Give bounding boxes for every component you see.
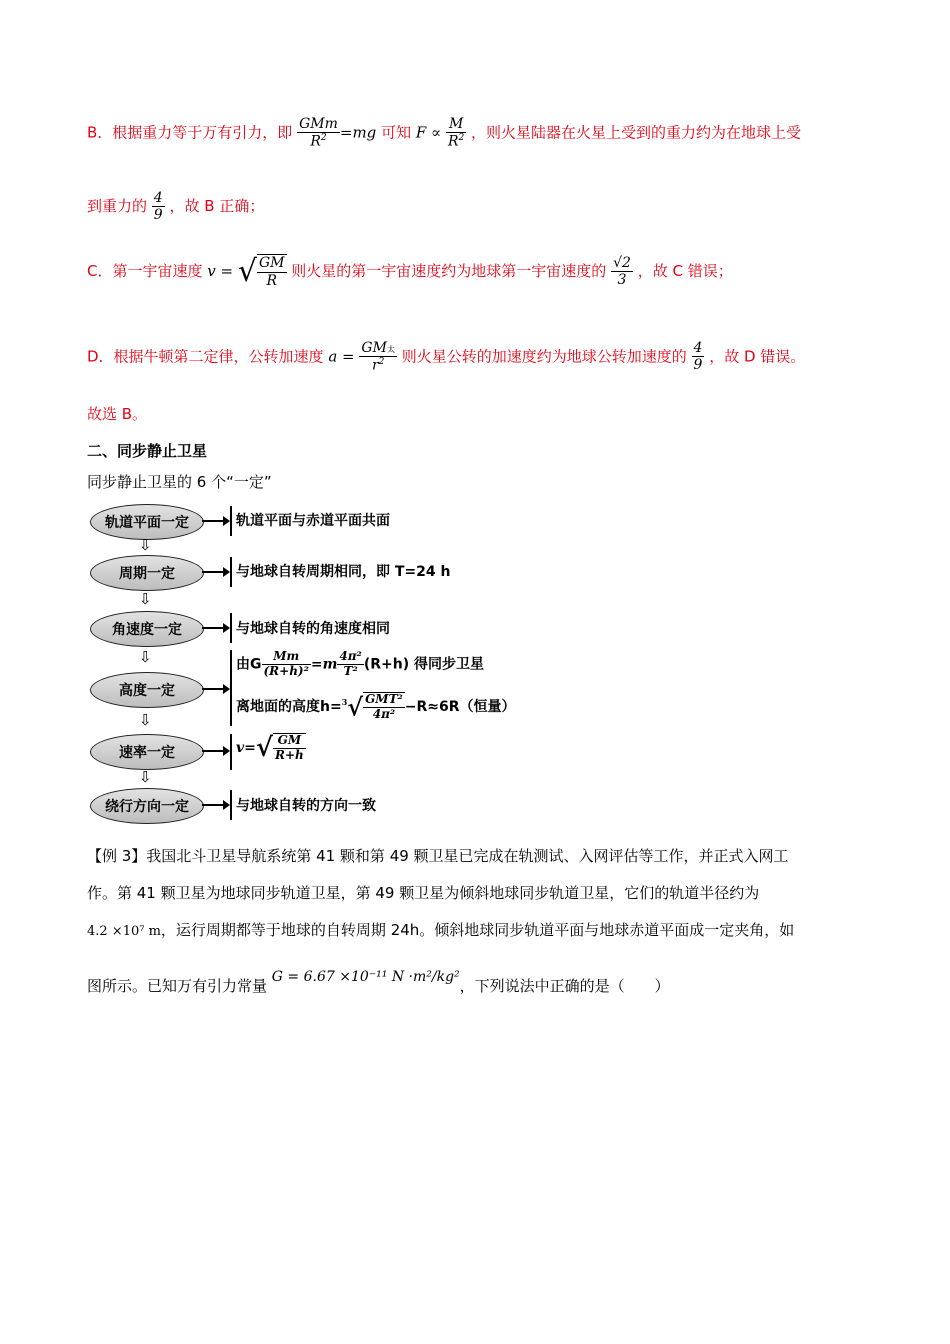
- oval-direction: 绕行方向一定: [90, 788, 204, 824]
- option-b-line2: 到重力的 $\frac{4}{9}$ ，故 B 正确；: [87, 190, 265, 224]
- oval-period: 周期一定: [90, 555, 204, 591]
- oval-height: 高度一定: [90, 672, 204, 708]
- section-title: 二、同步静止卫星: [87, 442, 208, 460]
- fraction-4-9-d: $\frac{4}{9}$: [693, 340, 703, 374]
- option-b-text: B．根据重力等于万有引力，即: [87, 123, 293, 142]
- fraction-gmm-r2: $\frac{\text{GMm}}{R^2}$: [299, 116, 338, 150]
- bracket-bar: [230, 790, 232, 820]
- equals-mg: =mg: [339, 123, 377, 142]
- desc-direction: 与地球自转的方向一致: [236, 798, 376, 814]
- desc-orbit-plane: 轨道平面与赤道平面共面: [236, 513, 390, 529]
- down-arrow-icon: ⇩: [139, 648, 152, 666]
- example-line1: 【例 3】我国北斗卫星导航系统第 41 颗和第 49 颗卫星已完成在轨测试、入网评估等工作，并正式入网工: [87, 847, 789, 865]
- down-arrow-icon: ⇩: [139, 768, 152, 786]
- bracket-bar: [230, 506, 232, 536]
- sqrt-gm-r: √ $\frac{GM}{R}$: [237, 254, 285, 289]
- arrow-right-icon: [202, 750, 224, 752]
- desc-height-line2: 离地面的高度h=$^3$√ $\frac{\text{GMT²}}{\text{4π²}}$ −R≈6R（恒量）: [236, 692, 516, 722]
- proportional-f: F ∝: [415, 123, 442, 142]
- desc-period: 与地球自转周期相同，即 T=24 h: [236, 564, 451, 580]
- oval-speed: 速率一定: [90, 734, 204, 770]
- section-intro: 同步静止卫星的 6 个“一定”: [87, 473, 272, 491]
- bracket-bar: [230, 650, 232, 726]
- oval-orbit-plane: 轨道平面一定: [90, 504, 204, 540]
- answer-line: 故选 B。: [87, 405, 148, 423]
- fraction-4-9: $\frac{4}{9}$: [153, 190, 163, 224]
- gravitational-constant: G = 6.67 ×10⁻¹¹ N ·m²/kg²: [271, 969, 460, 985]
- down-arrow-icon: ⇩: [139, 711, 152, 729]
- example-line4: 图所示。已知万有引力常量 G = 6.67 ×10⁻¹¹ N ·m²/kg²，下列说法中正确的是（ ）: [87, 969, 670, 995]
- down-arrow-icon: ⇩: [139, 590, 152, 608]
- bracket-bar: [230, 557, 232, 587]
- example-line2: 作。第 41 颗卫星为地球同步轨道卫星，第 49 颗卫星为倾斜地球同步轨道卫星，它们的轨道半径约为: [87, 884, 760, 902]
- desc-angular-velocity: 与地球自转的角速度相同: [236, 621, 390, 637]
- arrow-right-icon: [202, 804, 224, 806]
- arrow-right-icon: [202, 520, 224, 522]
- option-d-line: D．根据牛顿第二定律，公转加速度 a = $\frac{\text{GM太}}{r^2}$ 则火星公转的加速度约为地球公转加速度的 $\frac{4}{9}$ ，故 D 错误。: [87, 340, 806, 374]
- bracket-bar: [230, 613, 232, 643]
- fraction-root2-3: $\frac{√2}{3}$: [613, 254, 631, 288]
- example-line3: 4.2 ×10⁷ m，运行周期都等于地球的自转周期 24h。倾斜地球同步轨道平面与地球赤道平面成一定夹角，如: [87, 921, 795, 939]
- fraction-m-r2: $\frac{M}{R^2}$: [447, 116, 465, 150]
- option-c-line: C．第一宇宙速度 v = √ $\frac{GM}{R}$ 则火星的第一宇宙速度约为地球第一宇宙速度的 $\frac{√2}{3}$ ，故 C 错误；: [87, 254, 733, 289]
- oval-angular-velocity: 角速度一定: [90, 611, 204, 647]
- arrow-right-icon: [202, 627, 224, 629]
- down-arrow-icon: ⇩: [139, 536, 152, 554]
- arrow-right-icon: [202, 688, 224, 690]
- fraction-gm-r2: $\frac{\text{GM太}}{r^2}$: [361, 340, 395, 374]
- arrow-right-icon: [202, 571, 224, 573]
- desc-height-line1: 由G $\frac{Mm}{\text{(R+h)²}}$ =m $\frac{\text{4π²}}{\text{T²}}$ (R+h) 得同步卫星: [236, 649, 484, 678]
- option-b-line1: B．根据重力等于万有引力，即 $\frac{\text{GMm}}{R^2}$ =mg 可知 F ∝ $\frac{M}{R^2}$ ，则火星陆器在火星上受到的重力约为在地球上受: [87, 116, 802, 150]
- bracket-bar: [230, 734, 232, 770]
- desc-speed: v=√ $\frac{GM}{R+h}$: [236, 733, 304, 763]
